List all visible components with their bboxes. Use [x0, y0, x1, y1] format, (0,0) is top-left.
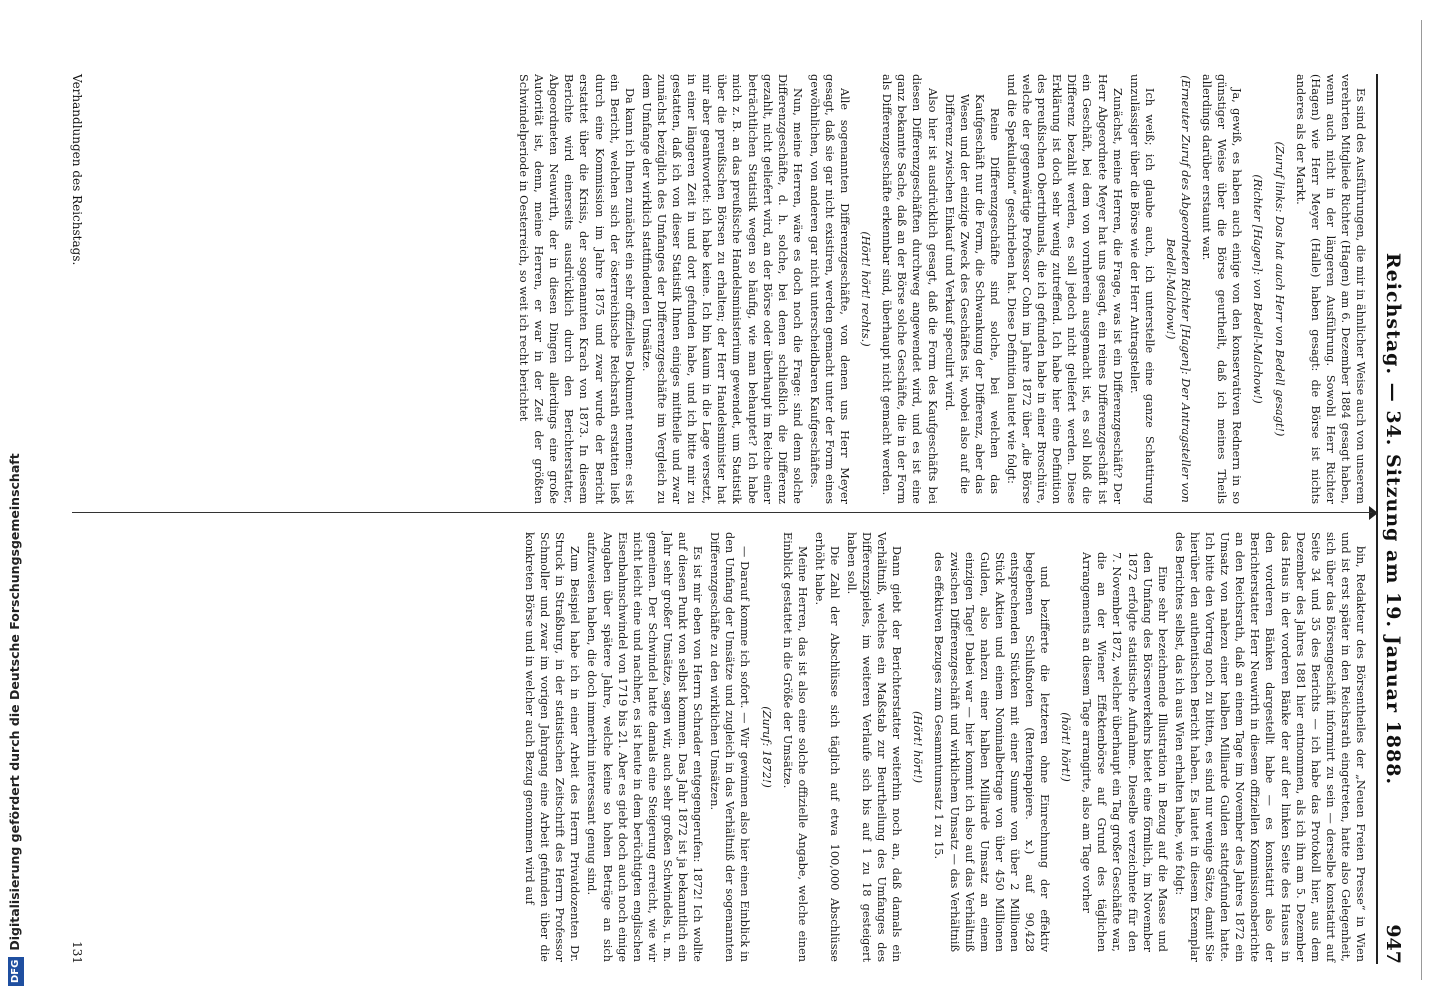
- paragraph: (Erneuter Zuruf des Abgeordneten Richter [Hagen]: Der Antragsteller von Bedell-Malchow!): [1163, 75, 1193, 503]
- paragraph: Eine sehr bezeichnende Illustration in Bezug auf die Masse und den Umfang des Börsenverkehrs bietet eine förmlich, im November 1872 erfolgte statistische Aufnahme. Dieselbe verzeichnete für den 7. November 1872, welcher überhaupt ein Tag großer Geschäfte war, die an der Wiener Effektenbörse auf Grund des täglichen Arrangements an diesem Tage arrangirte, also am Tage vorher: [1080, 552, 1169, 952]
- paragraph: Da kann ich Ihnen zunächst ein sehr offizielles Dokument nennen: es ist ein Bericht, welchen sich der österreichische Reichsrath erstatten ließ durch eine Kommission im Jahre 1875 und zwar wurde der Bericht erstattet über die Krisis, der sogenannten Krach von 1873. In diesem Berichte wird einerseits ausdrücklich durch den Berichterstatter, Abgeordneten Neuwirth, der in diesen Dingen allerdings eine große Autorität ist, denn, meine Herren, er war in der Zeit der größten Schwindelperiode in Oesterreich, so weit ich recht berichtet: [517, 74, 636, 504]
- paragraph: Die Zahl der Abschlüsse sich täglich auf etwa 100,000 Abschlüsse erhöht habe.: [812, 532, 841, 962]
- paragraph: — Darauf komme ich sofort. — Wir gewinnen also hier einen Einblick in den Umfang der Umsätze und zugleich in das Verhältniß der sogenannten Differenzgeschäfte zu den wirklichen Umsätzen.: [708, 532, 752, 962]
- paragraph: bin, Redakteur des Börsentheiles der „Neuen Freien Presse“ in Wien und ist erst später in den Reichsrath eingetreten, hatte also Gelegenheit, sich über das Börsengeschäft informirt zu sein — derselbe konstatirt auf Seite 34 und 35 des Berichts — ich habe das Protokoll hier, aus dem Dezember des Jahres 1881 hier entnommen, als ich ihn am 5. Dezember das Haus in der vorderen Bänke der auf der linken Seite des Hauses in den vorderen Bänken dargestellt habe — es konstatirt also der Berichterstatter Herr Neuwirth in diesem offiziellen Kommissionsberichte an den Reichsrath, daß an einem Tage im November des Jahres 1872 ein Umsatz von nahezu einer halben Milliarde Gulden stattgefunden hatte. Ich bitte den Vortrag noch zu bitten, es sind nur wenige Sätze, damit Sie hierüber den authentischen Bericht haben. Es lautet in diesem Exemplar des Berichtes selbst, das ich aus Wien erhalten habe, wie folgt:: [1172, 532, 1367, 962]
- page-title: Reichstag. — 34. Sitzung am 19. Januar 1888.: [1382, 252, 1404, 786]
- page-content: [48, 34, 1428, 994]
- paragraph: (Hört! hört! rechts.): [859, 231, 873, 347]
- column-divider-marker: [1369, 506, 1378, 520]
- paragraph: Also hier ist ausdrücklich gesagt, daß die Form des Kaufgeschäfts bei diesen Differenzgeschäften durchweg angewendet wird, und es ist eine ganz bekannte Sache, daß an der Börse solche Geschäfte, die in der Form als Differenzgeschäfte erkennbar sind, überhaupt nicht gemacht werden.: [880, 74, 939, 504]
- paragraph: Zum Beispiel habe ich in einer Arbeit des Herrn Privatdozenten Dr. Struck in Straßburg, in der statistischen Zeitschrift des Herrn Professor Schmoller und zwar im vorigen Jahrgang eine Arbeit gefunden über die konkreten Börse und in welcher auch Bezug genommen wird auf: [523, 532, 582, 962]
- page-number: 947: [1382, 924, 1404, 964]
- paragraph: Es sind des Ausführungen, die mir in ähnlicher Weise auch von unserem verehrten Mitgliede Richter (Hagen) am 6. Dezember 1884 gesagt haben, wenn auch nicht in der längeren Ausführung. Sowohl Herr Richter (Hagen) wie Herr Meyer (Halle) haben gesagt: die Börse ist nichts anderes als der Markt.: [1293, 74, 1367, 504]
- paragraph: (Richter [Hagen]: von Bedell-Malchow!): [1251, 174, 1265, 404]
- column-divider: [72, 512, 1372, 513]
- credit-text: Digitalisierung gefördert durch die Deutsche Forschungsgemeinschaft: [7, 453, 22, 951]
- right-column: [520, 532, 1368, 962]
- paragraph: Ich weiß; ich glaube auch, ich unterstelle eine ganze Schattirung unzulässiger über die Börse wie der Herr Antragsteller.: [1127, 74, 1156, 504]
- digitization-credit: [4, 0, 28, 1000]
- paragraph: Dann giebt der Berichterstatter weiterhin noch an, daß damals ein Verhältniß, welches ein Maßstab zur Beurtheilung des Umfanges des Differenzspieles, im weiteren Verlaufe sich bis auf 1 zu 18 gesteigert haben soll.: [845, 532, 904, 962]
- scan-edge-line: [1421, 20, 1422, 980]
- paragraph: Alle sogenannten Differenzgeschäfte, von denen uns Herr Meyer gesagt, daß sie gar nicht existiren, werden gemacht unter der Form eines gewöhnlichen, von anderen gar nicht unterscheidbaren Kaufgeschäftes.: [807, 74, 852, 504]
- rotated-newspaper-page: [48, 34, 1428, 994]
- left-column: [514, 74, 1368, 504]
- page-header: [1376, 74, 1412, 964]
- paragraph: Es ist mir eben von Herrn Schrader entgegengerufen: 1872! Ich wollte auf diesen Punkt von selbst kommen. Das Jahr 1872 ist ja bekanntlich ein Jahr sehr großer Umsätze, sagen wir, auch sehr großen Schwindels, u. m. gemeinen. Der Schwindel hatte damals eine Steigerung erreicht, wie wir nicht leicht eine und nachher, es ist heute in dem berüchtigten englischen Eisenbahnschwindel von 1719 bis 21. Aber es giebt doch auch noch einige Angaben über spätere Jahre, welche keine so hohen Beträge an sich aufzuweisen haben, die doch immerhin interessant genug sind.: [585, 532, 705, 962]
- paragraph: Nun, meine Herren, wäre es doch noch die Frage: sind denn solche Differenzgeschäfte, d. h. solche, bei denen schließlich die Differenz gezahlt, nicht geliefert wird, an der Börse oder überhaupt im Reiche einer beträchtlichen Statistik wegen so häufig, wie man behauptet? Ich habe mich z. B. an das preußische Handelsministerium gewendet, um Statistik über die preußischen Börsen zu erhalten; der Herr Handelsminister hat mir aber geantwortet: ich habe keine. Ich bin kaum in die Lage versetzt, in einer längeren Zeit in und dort gefunden habe, und ich bitte mir zu gestatten, daß ich von dieser Statistik Ihnen einiges mittheile und zwar zunächst bezüglich des Umfanges der Differenzgeschäfte im Vergleich zu dem Umfange der wirklich stattfindenden Umsätze.: [639, 74, 804, 504]
- page-footer: [70, 74, 84, 964]
- footer-publication: Verhandlungen des Reichstags.: [70, 74, 84, 266]
- paragraph: (Hört! hört!): [911, 710, 925, 784]
- paragraph: (Zuruf links: Das hat auch Herr von Bedell gesagt!): [1272, 141, 1286, 437]
- paragraph: Reine Differenzgeschäfte sind solche, bei welchen das Kaufgeschäft nur die Form, die Schwankung der Differenz, aber das Wesen und der einzige Zweck des Geschäftes ist, wobei also auf die Differenz zwischen Einkauf und Verkauf speculirt wird.: [942, 94, 1001, 494]
- paragraph: (hört! hört!): [1059, 712, 1073, 782]
- dfg-logo: DFG: [8, 957, 24, 986]
- footer-sheet-number: 131: [70, 941, 84, 964]
- footer-center: [70, 265, 84, 941]
- paragraph: Zunächst, meine Herren, die Frage, was ist ein Differenzgeschäft? Der Herr Abgeordnete Meyer hat uns gesagt, ein reines Differenzgeschäft ist ein Geschäft, bei dem von vornherein ausgemacht ist, es soll bloß die Differenz bezahlt werden, es soll jedoch nicht geliefert werden. Diese Erklärung ist doch sehr wenig zutreffend. Ich habe hier eine Definition des preußischen Obertribunals, die ich gefunden habe in einer Broschüre, welche der gegenwärtige Professor Cohn im Jahre 1872 über „die Börse und die Spekulation“ geschrieben hat. Diese Definition lautet wie folgt:: [1005, 74, 1124, 504]
- credit-text-wrapper: [4, 0, 26, 1000]
- paragraph: Meine Herren, das ist also eine solche offizielle Angabe, welche einen Einblick gestattet in die Größe der Umsätze.: [780, 532, 809, 962]
- paragraph: (Zuruf: 1872!): [759, 706, 773, 788]
- paragraph: Ja, gewiß, es haben auch einige von den konservativen Rednern in so günstiger Weise über die Börse geurtheilt, daß ich meines Theils allerdings darüber erstaunt war.: [1200, 74, 1244, 504]
- paragraph: und bezifferte die letzteren ohne Einrechnung der effektiv begebenen Schlußnoten (Rentenpapiere. x.) auf 90,428 entsprechenden Stücken mit einer Summe von über 2 Millionen Stück Aktien und einem Nominalbetrage von über 450 Millionen Gulden, also nahezu einer halben Milliarde Umsatz an einem einzigen Tage! Dabei war — hier kommt ich also auf das Verhältniß zwischen Differenzgeschäft und wirklichem Umsatz — das Verhältniß des effektiven Bezuges zum Gesammtumsatz 1 zu 15.: [932, 552, 1052, 952]
